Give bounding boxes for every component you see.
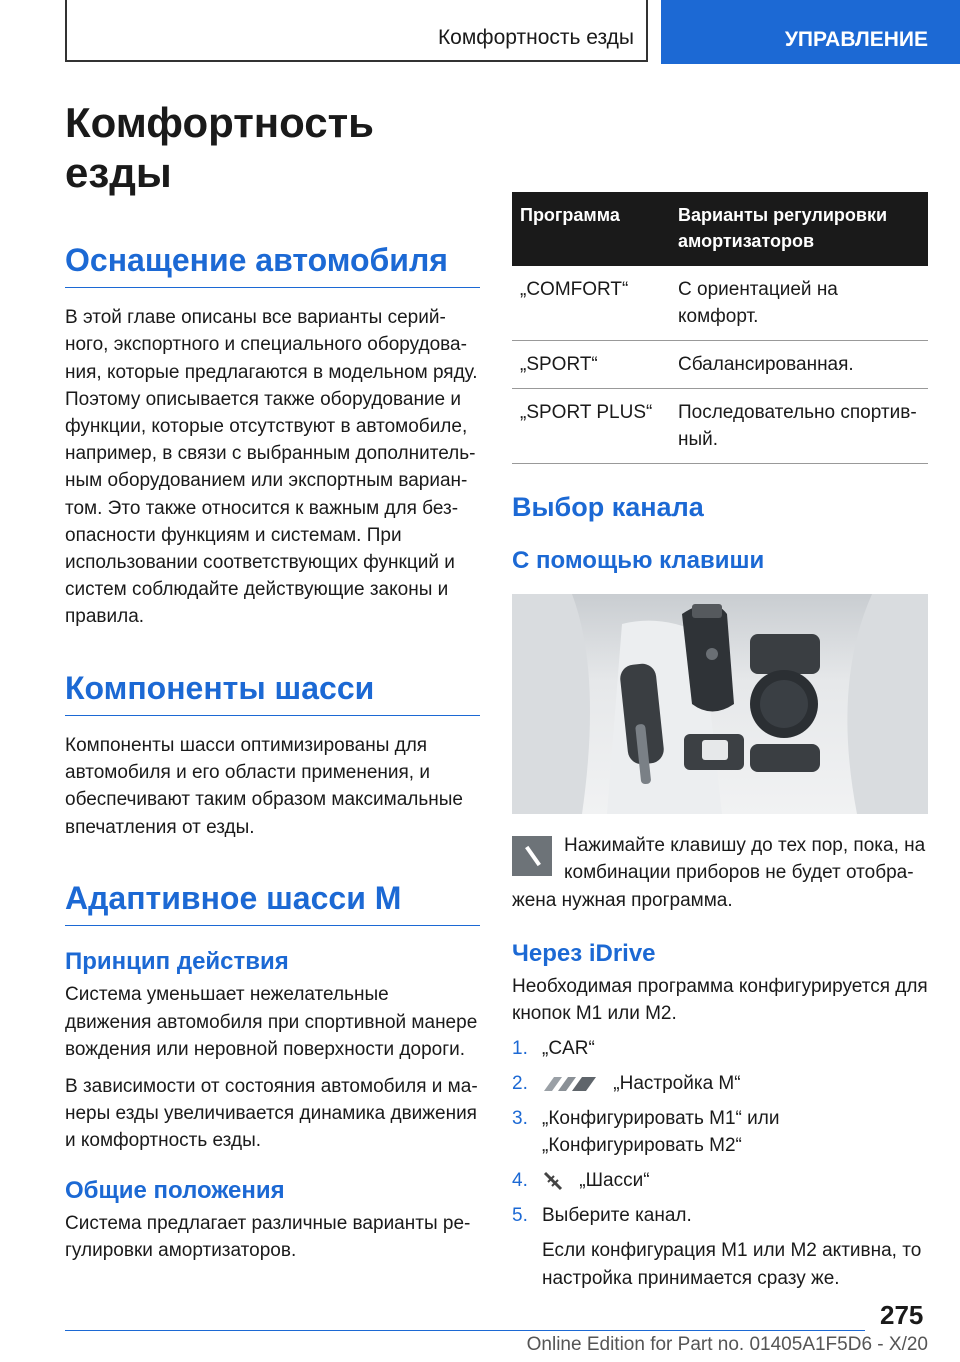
idrive-heading: Через iDrive: [512, 939, 656, 967]
list-item: [512, 1105, 928, 1159]
step-number: 1.: [512, 1038, 528, 1060]
principle-text-2: В зависимости от состояния автомобиля и манеры езды увеличивается динамика движения и комфортность езды.: [65, 1076, 478, 1152]
step-text: „CAR“: [542, 1038, 595, 1060]
header-section-box: [65, 0, 648, 62]
table-cell-program: „COMFORT“: [512, 266, 670, 341]
header-chapter-tab: [661, 0, 960, 64]
table-cell-program: „SPORT PLUS“: [512, 389, 670, 464]
principle-heading: Принцип действия: [65, 948, 289, 976]
m-settings-icon: [542, 1075, 598, 1093]
table-cell-variant: С ориентацией на комфорт.: [670, 266, 928, 341]
step-number: 3.: [512, 1108, 528, 1130]
left-column: [65, 98, 480, 1264]
table-cell-variant: Последовательно спортивный.: [670, 389, 928, 464]
step-5-note: Если конфигурация M1 или M2 активна, то настройка принимается сразу же.: [542, 1240, 922, 1289]
table-cell-variant: Сбалансированная.: [670, 341, 928, 389]
drive-mode-button-icon: [512, 836, 552, 876]
general-text: Система предлагает различные варианты регулировки амортизаторов.: [65, 1212, 471, 1261]
list-item: [512, 1202, 928, 1229]
principle-text-1: Система уменьшает нежелательные движения автомобиля при спортивной манере вождения или неровной поверхности дороги.: [65, 984, 478, 1060]
idrive-text: Необходимая программа конфигурируется для кнопок M1 или M2.: [512, 976, 928, 1025]
table-row: [512, 341, 928, 389]
step-text: „Настройка M“: [613, 1073, 741, 1095]
center-console-illustration: [512, 594, 928, 814]
step-number: 4.: [512, 1170, 528, 1192]
chassis-text: Компоненты шасси оптимизированы для автомобиля и его области применения, и обеспечивают таким образом максимальные впечатления от езды.: [65, 735, 463, 838]
equipment-text: В этой главе описаны все варианты серийного, экспортного и специального оборудования, которые предлагаются в модельном ряду. Поэтому описывается также оборудование и функции, которые отсутствуют в автомобиле, например, в связи с выбранным дополнительным оборудованием или экспортным вариантом. Это также относится к важным для безопасности функциям и системам. При использовании соответствующих функций и систем соблюдайте действующие законы и правила.: [65, 307, 478, 628]
page-number: 275: [880, 1300, 924, 1330]
step-number: 2.: [512, 1073, 528, 1095]
step-number: 5.: [512, 1205, 528, 1227]
step-text: „Конфигурировать M1“ или „Конфигурировать M2“: [542, 1108, 780, 1157]
general-heading: Общие положения: [65, 1176, 285, 1204]
list-item: [512, 1070, 928, 1097]
right-column: [512, 192, 928, 1292]
button-text: Нажимайте клавишу до тех пор, пока, на комбинации приборов не будет отображена нужная программа.: [512, 835, 926, 911]
idrive-steps: [512, 1035, 928, 1229]
table-header-variants: Варианты регулировки амортизаторов: [670, 192, 928, 266]
button-hint: [512, 832, 928, 914]
equipment-heading: Оснащение автомобиля: [65, 241, 480, 288]
table-header-program: Программа: [512, 192, 670, 266]
adaptive-heading: Адаптивное шасси M: [65, 879, 480, 926]
damper-table: [512, 192, 928, 464]
step-text: „Шасси“: [579, 1170, 650, 1192]
header-section-title: Комфортность езды: [437, 26, 634, 49]
center-console-photo: [512, 594, 928, 814]
table-row: [512, 266, 928, 341]
table-cell-program: „SPORT“: [512, 341, 670, 389]
step-text: Выберите канал.: [542, 1205, 692, 1227]
page-title: Комфортность езды: [65, 99, 374, 197]
footer-divider: [65, 1330, 865, 1331]
list-item: [512, 1035, 928, 1062]
list-item: [512, 1167, 928, 1194]
table-row: [512, 389, 928, 464]
footer-edition: Online Edition for Part no. 01405A1F5D6 - X/20: [526, 1334, 928, 1355]
chassis-icon: [542, 1170, 564, 1192]
button-heading: С помощью клавиши: [512, 547, 765, 575]
channel-heading: Выбор канала: [512, 492, 704, 522]
chassis-heading: Компоненты шасси: [65, 669, 480, 716]
header-chapter-title: УПРАВЛЕНИЕ: [784, 28, 928, 51]
